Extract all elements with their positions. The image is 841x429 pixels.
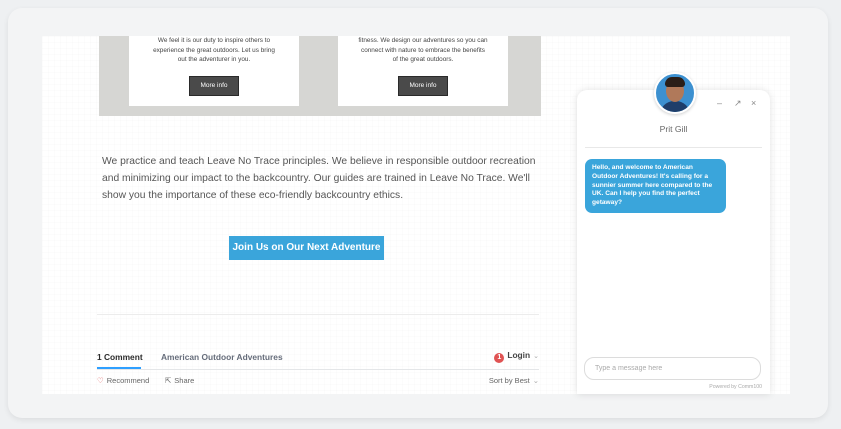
chat-widget (577, 90, 770, 394)
join-adventure-button[interactable]: Join Us on Our Next Adventure (229, 236, 384, 260)
share-label: Share (174, 376, 195, 385)
minimize-icon[interactable]: – (717, 98, 723, 108)
info-card-1 (129, 36, 299, 106)
hero-section (99, 36, 541, 116)
expand-icon[interactable]: ↗ (734, 98, 742, 108)
avatar-hair (665, 77, 685, 87)
share-icon: ⇱ (165, 376, 172, 385)
chevron-down-icon: ⌄ (532, 376, 539, 385)
comment-actions (97, 374, 539, 388)
agent-avatar (654, 72, 696, 114)
tab-site-name[interactable]: American Outdoor Adventures (161, 352, 283, 362)
more-info-button[interactable]: More info (189, 76, 239, 96)
recommend-label: Recommend (106, 376, 150, 385)
chat-message-input[interactable] (584, 357, 761, 380)
info-card-text: We feel it is our duty to inspire others to experience the great outdoors. Let us bring out the adventurer in you. (153, 37, 275, 63)
chat-header-divider (585, 147, 762, 148)
login-label: Login (507, 350, 531, 360)
sort-dropdown[interactable] (489, 376, 539, 385)
info-card-2 (338, 36, 508, 106)
powered-by-label: Powered by Comm100 (709, 384, 762, 390)
recommend-button[interactable] (97, 376, 149, 385)
heart-outline-icon: ♡ (97, 376, 104, 385)
close-icon[interactable]: × (751, 98, 757, 108)
agent-name: Prit Gill (659, 124, 688, 134)
sort-label: Sort by Best (488, 376, 530, 385)
chevron-down-icon: ⌄ (533, 353, 539, 360)
agent-message-bubble: Hello, and welcome to American Outdoor Adventures! It's calling for a sunnier summer here compared to the UK. Can I help you find the perfect getaway? (585, 159, 726, 213)
notification-badge: 1 (494, 353, 504, 363)
login-menu[interactable] (494, 350, 539, 363)
tab-comments-count[interactable]: 1 Comment (97, 352, 143, 362)
more-info-button[interactable]: More info (398, 76, 448, 96)
leave-no-trace-paragraph: We practice and teach Leave No Trace principles. We believe in responsible outdoor recreation and minimizing our impact to the backcountry. Our guides are trained in Leave No Trace. We'll show you the importance of these eco-friendly backcountry ethics. (102, 156, 536, 201)
comments-header (97, 348, 539, 368)
share-button[interactable] (165, 376, 194, 385)
section-divider (97, 314, 539, 315)
comments-header-line (97, 369, 539, 370)
info-card-text: fitness. We design our adventures so you can connect with nature to embrace the benefits of the great outdoors. (358, 37, 488, 63)
